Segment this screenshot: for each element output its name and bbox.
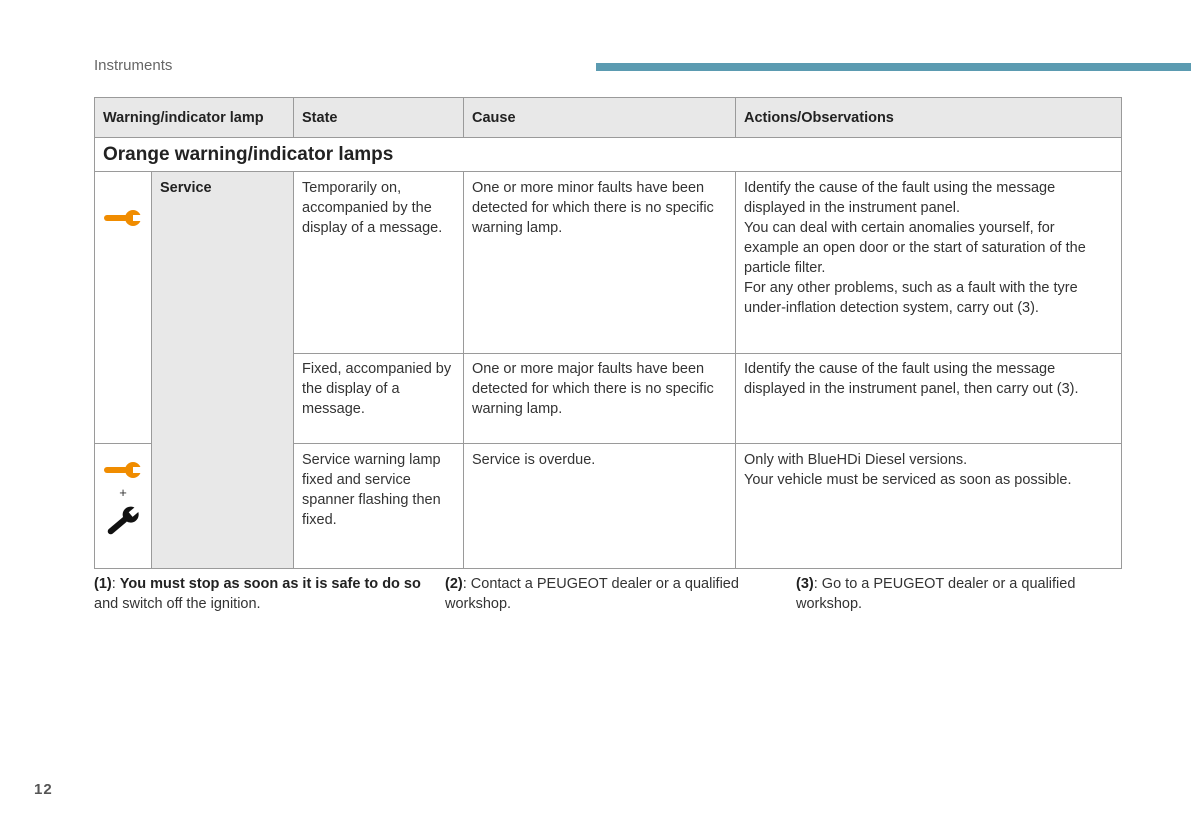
column-header-actions: Actions/Observations: [736, 98, 1122, 138]
lamp-icon-cell: [95, 172, 152, 444]
header-accent-bar: [596, 63, 1191, 71]
section-title: Instruments: [94, 57, 173, 74]
footnote-3: [796, 574, 1116, 614]
footnote-ref: (2): [445, 576, 463, 592]
action-line: Only with BlueHDi Diesel versions.: [744, 452, 968, 468]
column-header-state: State: [294, 98, 464, 138]
lamp-name: Service: [152, 172, 294, 569]
row3-state: Service warning lamp fixed and service spanner flashing then fixed.: [294, 444, 464, 569]
footnote-ref: (3): [796, 576, 814, 592]
page-number: 12: [34, 781, 53, 798]
action-line: For any other problems, such as a fault with the tyre under-inflation detection system, carry out (3).: [744, 280, 1078, 316]
column-header-lamp: Warning/indicator lamp: [95, 98, 294, 138]
row1-actions: [736, 172, 1122, 354]
black-spanner-icon: [103, 504, 143, 538]
warning-lamp-table: [94, 97, 1122, 569]
footnote-text: : Contact a PEUGEOT dealer or a qualified workshop.: [445, 576, 739, 612]
group-title-row: [95, 138, 1122, 172]
row1-state: Temporarily on, accompanied by the display of a message.: [294, 172, 464, 354]
group-title: Orange warning/indicator lamps: [95, 138, 1122, 172]
orange-spanner-icon: [103, 208, 143, 228]
action-line: Identify the cause of the fault using the message displayed in the instrument panel.: [744, 180, 1056, 216]
row3-cause: Service is overdue.: [464, 444, 736, 569]
row1-cause: One or more minor faults have been detected for which there is no specific warning lamp.: [464, 172, 736, 354]
row2-state: Fixed, accompanied by the display of a message.: [294, 354, 464, 444]
footnote-bold-text: You must stop as soon as it is safe to do so: [119, 576, 421, 592]
footnote-text: and switch off the ignition.: [94, 596, 261, 612]
plus-sign: +: [119, 485, 127, 500]
action-line: Your vehicle must be serviced as soon as possible.: [744, 472, 1072, 488]
row2-cause: One or more major faults have been detected for which there is no specific warning lamp.: [464, 354, 736, 444]
footnote-2: [445, 574, 775, 614]
column-header-cause: Cause: [464, 98, 736, 138]
action-line: Identify the cause of the fault using the message displayed in the instrument panel, then carry out (3).: [744, 361, 1079, 397]
row3-actions: [736, 444, 1122, 569]
orange-spanner-icon: [103, 460, 143, 480]
action-line: You can deal with certain anomalies yourself, for example an open door or the start of saturation of the particle filter.: [744, 220, 1086, 276]
table-row: [95, 172, 1122, 354]
footnote-1: (1): You must stop as soon as it is safe to do so and switch off the ignition.: [94, 576, 421, 612]
table-header-row: [95, 98, 1122, 138]
footnote-ref: (1): [94, 576, 112, 592]
row2-actions: [736, 354, 1122, 444]
lamp-icon-cell: [95, 444, 152, 569]
footnote-text: : Go to a PEUGEOT dealer or a qualified workshop.: [796, 576, 1076, 612]
